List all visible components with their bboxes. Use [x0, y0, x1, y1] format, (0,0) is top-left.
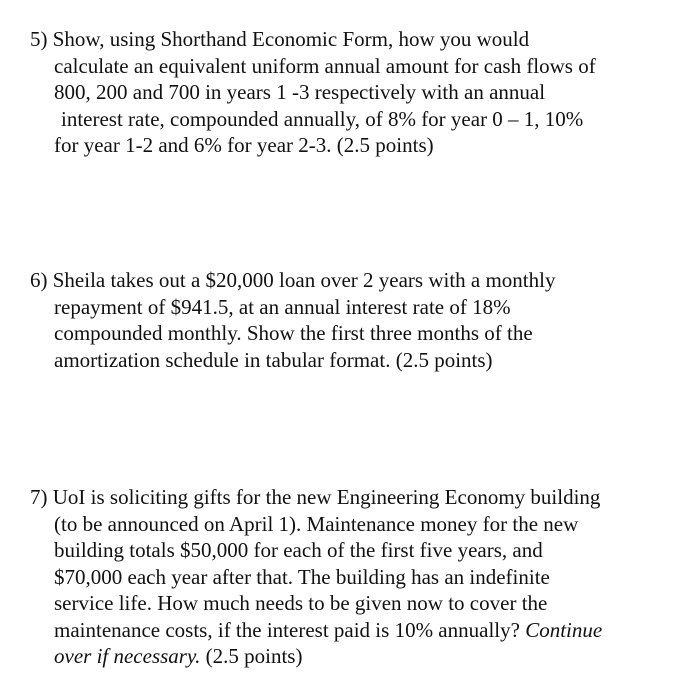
question-5-line-3: 800, 200 and 700 in years 1 -3 respectively with an annual	[54, 80, 546, 104]
question-7-continue-note-2: over if necessary.	[54, 644, 201, 668]
question-7-line-3: building totals $50,000 for each of the first five years, and	[54, 538, 543, 562]
question-5-line-4: interest rate, compounded annually, of 8% for year 0 – 1, 10%	[61, 106, 584, 131]
question-5-line-5: for year 1-2 and 6% for year 2-3. (2.5 points)	[54, 133, 434, 157]
question-6-line-2: repayment of $941.5, at an annual interest rate of 18%	[54, 294, 511, 319]
question-6-line-4: amortization schedule in tabular format. (2.5 points)	[54, 347, 493, 372]
question-5-line-2: calculate an equivalent uniform annual amount for cash flows of	[54, 53, 596, 78]
question-6	[30, 267, 670, 373]
question-5-line-1: 5) Show, using Shorthand Economic Form, how you would	[30, 27, 530, 51]
question-7-continue-note: Continue	[525, 617, 603, 642]
question-6-line-1: 6) Sheila takes out a $20,000 loan over 2 years with a monthly	[30, 268, 556, 292]
question-7-line-4: $70,000 each year after that. The building has an indefinite	[54, 564, 550, 589]
question-6-line-3: compounded monthly. Show the first three months of the	[54, 321, 533, 345]
question-7-points: (2.5 points)	[205, 644, 303, 668]
question-7-line-2: (to be announced on April 1). Maintenance money for the new	[54, 511, 579, 536]
question-7-line-5: service life. How much needs to be given now to cover the	[54, 591, 548, 615]
question-7	[30, 484, 670, 670]
question-7-line-7	[30, 643, 670, 670]
question-7-line-6	[30, 617, 670, 644]
question-5	[30, 26, 670, 159]
question-7-line-1: 7) UoI is soliciting gifts for the new Engineering Economy building	[30, 485, 601, 509]
question-7-line-6-text: maintenance costs, if the interest paid is 10% annually?	[54, 617, 520, 642]
